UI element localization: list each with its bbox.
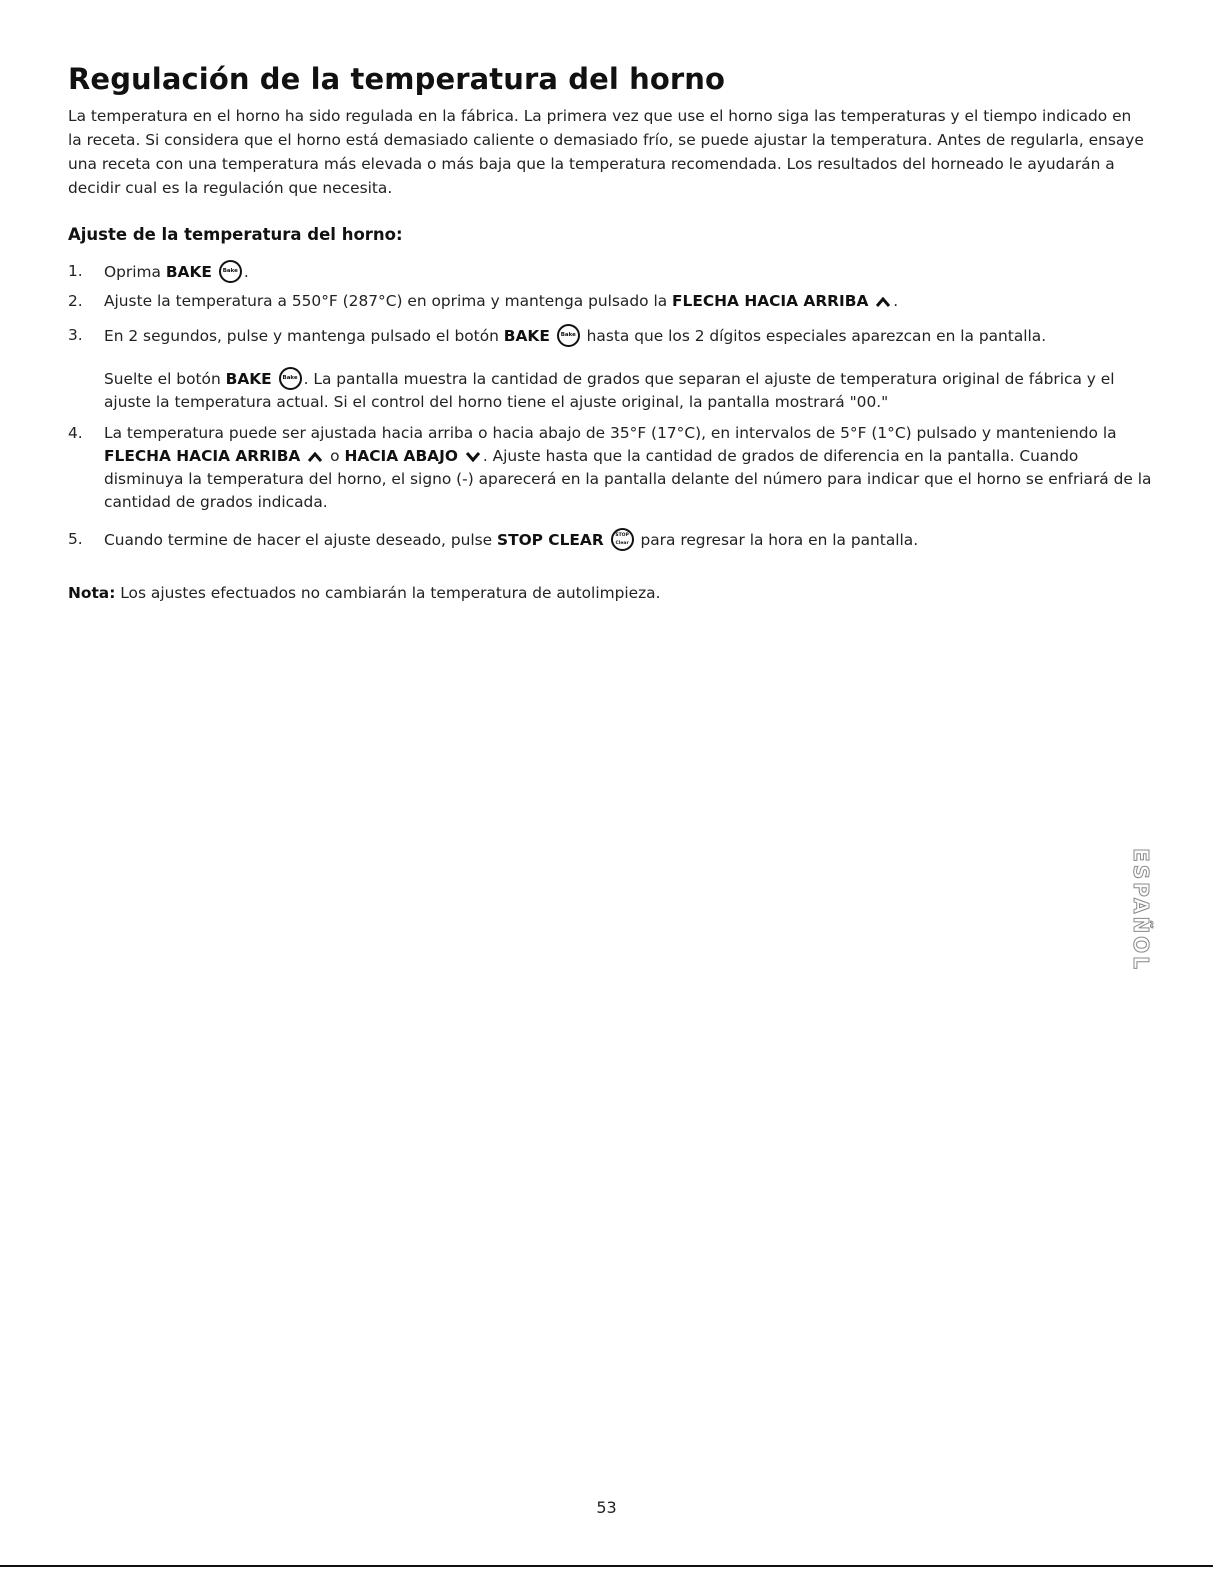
up-arrow-label: FLECHA HACIA ARRIBA [672,292,869,310]
stop-clear-label: STOP CLEAR [497,531,604,549]
step-5 [68,528,1158,552]
step-2 [68,290,1158,313]
step-number: 5. [68,530,83,548]
page-title: Regulación de la temperatura del horno [68,62,726,96]
bake-label: BAKE [225,370,272,388]
step-text: Oprima [104,263,166,281]
step-text: Cuando termine de hacer el ajuste deseado, pulse [104,531,497,549]
step-text: Ajuste la temperatura a 550°F (287°C) en oprima y mantenga pulsado la [104,292,673,310]
note [68,582,661,605]
step-text: para regresar la hora en la pantalla. [635,531,919,549]
step-text: hasta que los 2 dígitos especiales aparezcan en la pantalla. [581,327,1047,345]
step-text: . [243,263,249,281]
language-side-tab: ESPAÑOL [1129,848,1153,972]
stop-clear-button-icon: STOP Clear [611,528,634,551]
page-number: 53 [596,1498,617,1517]
step-number: 2. [68,292,83,310]
step-text: . [893,292,899,310]
step-text: En 2 segundos, pulse y mantenga pulsado el botón [104,327,504,345]
step-1-line [68,260,1158,284]
bake-button-icon: Bake [279,367,302,390]
chevron-up-icon [308,452,322,462]
bake-button-icon: Bake [557,324,580,347]
bake-label: BAKE [165,263,212,281]
bottom-rule [0,1565,1213,1567]
chevron-up-icon [876,297,890,307]
section-heading: Ajuste de la temperatura del horno: [68,225,403,244]
step-3-continuation [104,367,1154,414]
down-arrow-label: HACIA ABAJO [344,447,458,465]
up-arrow-label: FLECHA HACIA ARRIBA [104,447,301,465]
step-number: 1. [68,262,83,280]
chevron-down-icon [466,452,480,462]
step-text: La temperatura puede ser ajustada hacia arriba o hacia abajo de 35°F (17°C), en intervalos de 5°F (1°C) pulsado y manteniendo la [104,424,1117,442]
bake-button-icon: Bake [219,260,242,283]
step-text: Suelte el botón [104,370,226,388]
step-4 [68,422,1158,514]
step-number: 3. [68,326,83,344]
intro-paragraph: La temperatura en el horno ha sido regulada en la fábrica. La primera vez que use el horno siga las temperaturas y el tiempo indicado en la receta. Si considera que el horno está demasiado caliente o demasiado frío, se puede ajustar la temperatura. Antes de regularla, ensaye una receta con una temperatura más elevada o más baja que la temperatura recomendada. Los resultados del horneado le ayudarán a decidir cual es la regulación que necesita. [68,107,1144,197]
step-text: o [325,447,345,465]
step-text: . Ajuste hasta que la cantidad de grados de diferencia en la pantalla. Cuando disminuya la temperatura del horno, el signo (-) aparecerá en la pantalla delante del número para indicar que el horno se enfriará de la cantidad de grados indicada. [104,447,1152,511]
note-label: Nota: [68,584,116,602]
step-number: 4. [68,424,83,442]
step-text: . La pantalla muestra la cantidad de grados que separan el ajuste de temperatura original de fábrica y el ajuste la temperatura actual. Si el control del horno tiene el ajuste original, la pantalla mostrará "00." [104,370,1115,411]
note-text: Los ajustes efectuados no cambiarán la temperatura de autolimpieza. [115,584,661,602]
bake-label: BAKE [503,327,550,345]
step-3 [68,324,1158,348]
